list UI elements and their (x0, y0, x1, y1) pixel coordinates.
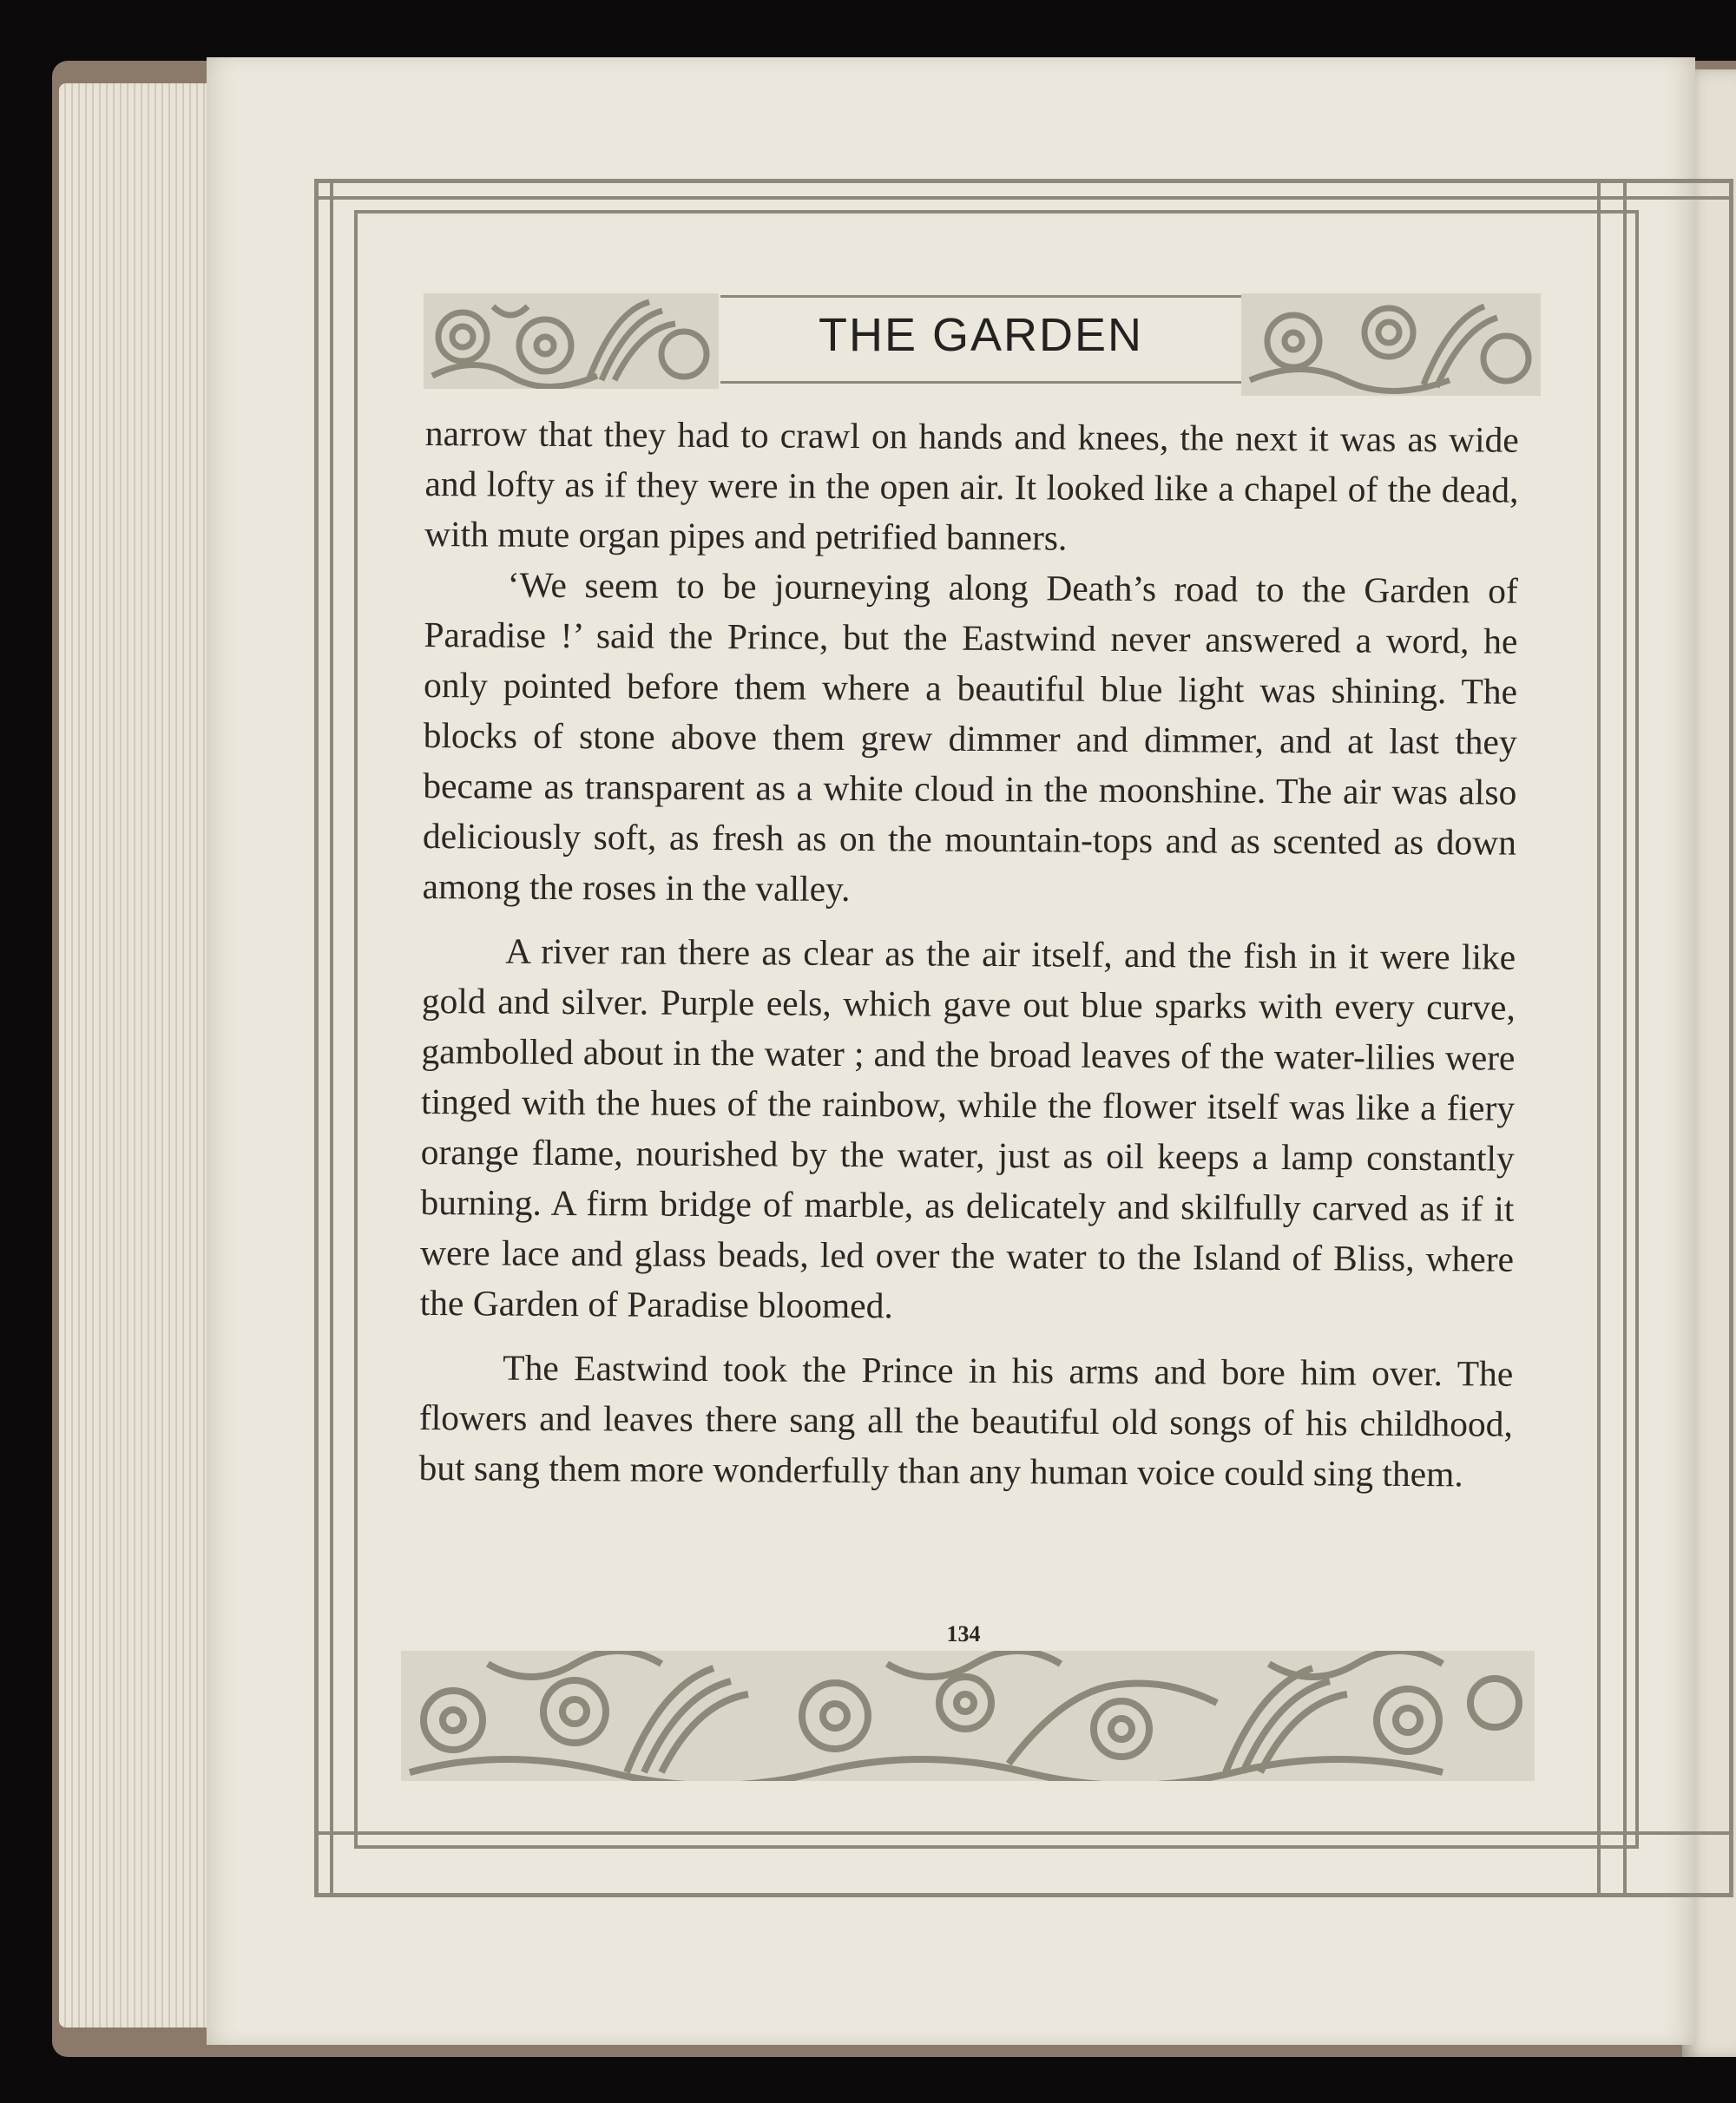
body-text (418, 408, 1519, 1500)
page-number: 134 (946, 1621, 981, 1646)
border-rule (1623, 179, 1627, 1897)
floral-headpiece-right (1241, 293, 1541, 396)
paragraph: The Eastwind took the Prince in his arms and bore him over. The flowers and leaves there sang all the beautiful old songs of his childhood, but sang them more wonderfully than any human voice could sing them. (418, 1347, 1514, 1495)
page-heading: THE GARDEN (818, 309, 1144, 361)
border-rule (314, 1831, 1733, 1835)
border-rule (330, 179, 333, 1897)
border-rule (1597, 179, 1601, 1897)
floral-headpiece-left (424, 293, 719, 389)
paragraph: ‘We seem to be journeying along Death’s road to the Garden of Paradise !’ said the Prince, but the Eastwind never answered a word, he only pointed before them where a beautiful blue light was shining. The blocks of stone above them grew dimmer and dimmer, and at last they became as transparent as a white cloud in the moonshine. The air was also deliciously soft, as fresh as on the mountain-tops and as scented as down among the roses in the valley. (422, 564, 1518, 910)
border-rule (314, 196, 1733, 200)
floral-tailpiece (401, 1651, 1535, 1781)
paragraph: narrow that they had to crawl on hands and knees, the next it was as wide and lofty as if they were in the open air. It looked like a chapel of the dead, with mute organ pipes and petrified banners. (424, 412, 1519, 558)
paragraph: A river ran there as clear as the air itself, and the fish in it were like gold and silver. Purple eels, which gave out blue sparks with every curve, gambolled about in the water ; and the broad leaves of the water-lilies were tinged with the hues of the rainbow, while the flower itself was like a fiery orange flame, nourished by the water, just as oil keeps a lamp constantly burning. A firm bridge of marble, as delicately and skilfully carved as if it were lace and glass beads, led over the water to the Island of Bliss, where the Garden of Paradise bloomed. (419, 930, 1516, 1326)
